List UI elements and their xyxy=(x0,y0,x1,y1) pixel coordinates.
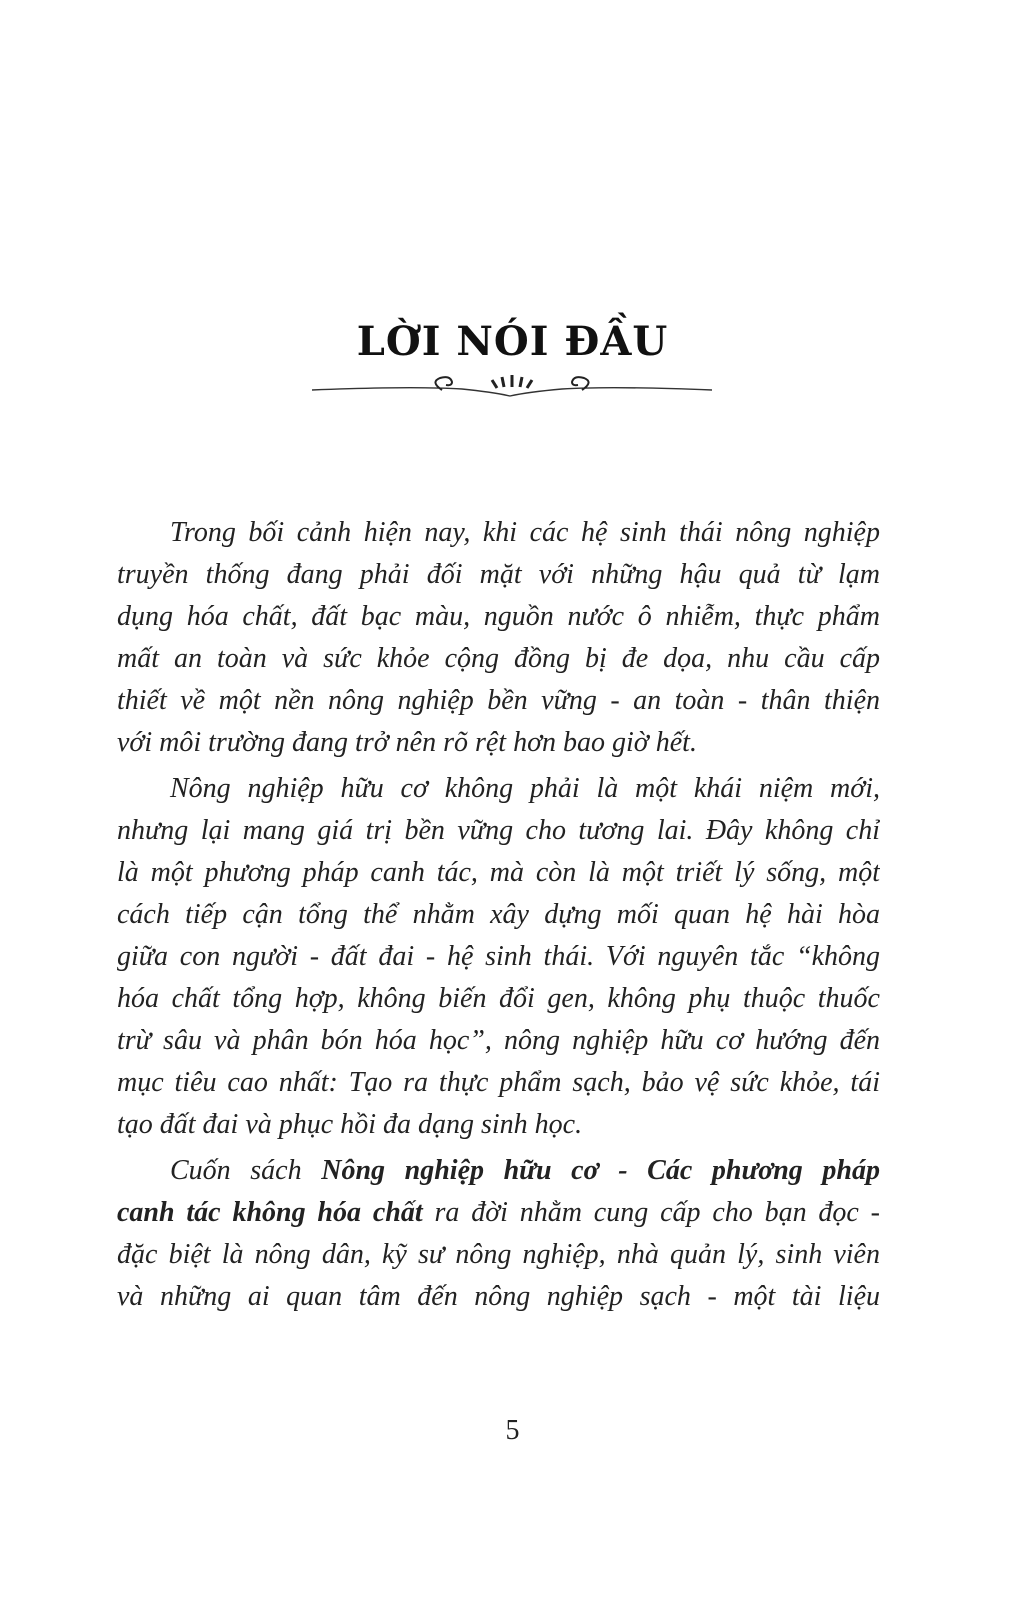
text-line: Nông nghiệp hữu cơ không phải là một khái niệm mới, xyxy=(170,773,880,804)
paragraph-2 xyxy=(117,768,880,1146)
chapter-title: LỜI NÓI ĐẦU xyxy=(356,318,669,365)
text-line: tạo đất đai và phục hồi đa dạng sinh học. xyxy=(117,1109,583,1140)
text-line: truyền thống đang phải đối mặt với những hậu quả từ lạm xyxy=(117,559,880,590)
text-line: là một phương pháp canh tác, mà còn là một triết lý sống, một xyxy=(117,857,880,888)
text-line: hóa chất tổng hợp, không biến đổi gen, không phụ thuộc thuốc xyxy=(117,983,880,1014)
text-line: giữa con người - đất đai - hệ sinh thái. Với nguyên tắc “không xyxy=(117,941,880,972)
text-line xyxy=(117,1150,880,1192)
text-line: mục tiêu cao nhất: Tạo ra thực phẩm sạch, bảo vệ sức khỏe, tái xyxy=(117,1067,880,1098)
text-line: nhưng lại mang giá trị bền vững cho tương lai. Đây không chỉ xyxy=(117,815,880,846)
paragraph-3 xyxy=(117,1150,880,1318)
body-text xyxy=(117,512,880,1322)
text-segment: Cuốn sách xyxy=(170,1155,322,1186)
text-line: với môi trường đang trở nên rõ rệt hơn bao giờ hết. xyxy=(117,727,697,758)
text-line xyxy=(117,1192,880,1234)
text-segment: ra đời nhằm cung cấp cho bạn đọc - xyxy=(422,1197,880,1228)
text-line: thiết về một nền nông nghiệp bền vững - an toàn - thân thiện xyxy=(117,685,880,716)
text-line: mất an toàn và sức khỏe cộng đồng bị đe dọa, nhu cầu cấp xyxy=(117,643,880,674)
book-title-bold: Nông nghiệp hữu cơ - Các phương pháp xyxy=(321,1155,880,1186)
paragraph-1 xyxy=(117,512,880,764)
text-line: đặc biệt là nông dân, kỹ sư nông nghiệp, nhà quản lý, sinh viên xyxy=(117,1239,880,1270)
text-line: dụng hóa chất, đất bạc màu, nguồn nước ô nhiễm, thực phẩm xyxy=(117,601,880,632)
text-line: và những ai quan tâm đến nông nghiệp sạch - một tài liệu xyxy=(117,1281,880,1312)
flourish-divider-ornament xyxy=(312,370,712,400)
text-line: trừ sâu và phân bón hóa học”, nông nghiệp hữu cơ hướng đến xyxy=(117,1025,880,1056)
book-title-bold: canh tác không hóa chất xyxy=(117,1197,423,1228)
text-line: cách tiếp cận tổng thể nhằm xây dựng mối quan hệ hài hòa xyxy=(117,899,880,930)
page-number: 5 xyxy=(505,1415,520,1446)
text-line: Trong bối cảnh hiện nay, khi các hệ sinh thái nông nghiệp xyxy=(170,517,880,548)
